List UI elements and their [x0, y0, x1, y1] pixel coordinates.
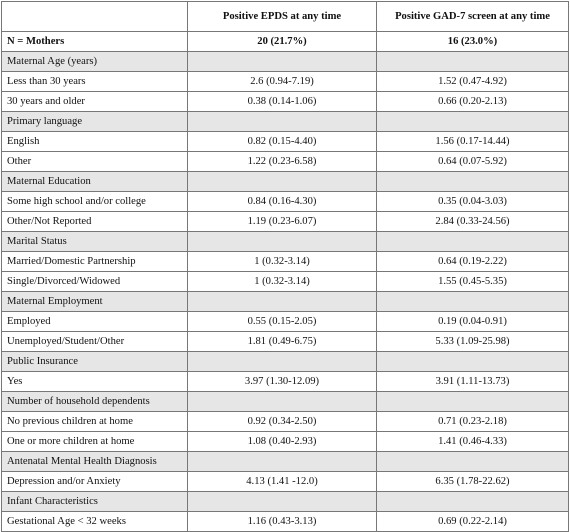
section-header-row — [2, 112, 569, 132]
section-blank-cell — [188, 492, 377, 512]
row-epds-value: 4.13 (1.41 -12.0) — [188, 472, 377, 492]
row-gad7-value: 6.35 (1.78-22.62) — [377, 472, 569, 492]
row-epds-value: 1 (0.32-3.14) — [188, 252, 377, 272]
section-header-row — [2, 292, 569, 312]
section-blank-cell — [377, 292, 569, 312]
row-epds-value: 0.84 (0.16-4.30) — [188, 192, 377, 212]
section-title: Maternal Education — [2, 172, 188, 192]
table-row — [2, 332, 569, 352]
row-gad7-value: 1.52 (0.47-4.92) — [377, 72, 569, 92]
row-label: Depression and/or Anxiety — [2, 472, 188, 492]
row-label: Less than 30 years — [2, 72, 188, 92]
row-gad7-value: 3.91 (1.11-13.73) — [377, 372, 569, 392]
section-title: Public Insurance — [2, 352, 188, 372]
section-blank-cell — [188, 352, 377, 372]
row-gad7-value: 0.66 (0.20-2.13) — [377, 92, 569, 112]
row-gad7-value: 1.56 (0.17-14.44) — [377, 132, 569, 152]
section-blank-cell — [188, 112, 377, 132]
section-title: Antenatal Mental Health Diagnosis — [2, 452, 188, 472]
row-label: Yes — [2, 372, 188, 392]
section-blank-cell — [377, 52, 569, 72]
header-gad7: Positive GAD-7 screen at any time — [377, 2, 569, 32]
table-row — [2, 132, 569, 152]
table-row — [2, 312, 569, 332]
table-row — [2, 212, 569, 232]
row-gad7-value: 5.33 (1.09-25.98) — [377, 332, 569, 352]
row-epds-value: 0.38 (0.14-1.06) — [188, 92, 377, 112]
section-header-row — [2, 452, 569, 472]
table-row — [2, 372, 569, 392]
row-label: Single/Divorced/Widowed — [2, 272, 188, 292]
row-label: 30 years and older — [2, 92, 188, 112]
row-label: Some high school and/or college — [2, 192, 188, 212]
table-row — [2, 412, 569, 432]
row-epds-value: 0.55 (0.15-2.05) — [188, 312, 377, 332]
section-blank-cell — [377, 492, 569, 512]
section-blank-cell — [377, 172, 569, 192]
row-label: Gestational Age < 32 weeks — [2, 512, 188, 532]
section-blank-cell — [377, 112, 569, 132]
section-blank-cell — [188, 172, 377, 192]
row-label: One or more children at home — [2, 432, 188, 452]
table-row — [2, 152, 569, 172]
section-title: Maternal Age (years) — [2, 52, 188, 72]
row-epds-value: 1 (0.32-3.14) — [188, 272, 377, 292]
section-title: Infant Characteristics — [2, 492, 188, 512]
section-blank-cell — [188, 292, 377, 312]
section-header-row — [2, 492, 569, 512]
header-epds: Positive EPDS at any time — [188, 2, 377, 32]
row-gad7-value: 1.55 (0.45-5.35) — [377, 272, 569, 292]
table-row — [2, 472, 569, 492]
row-epds-value: 1.22 (0.23-6.58) — [188, 152, 377, 172]
section-header-row — [2, 172, 569, 192]
section-header-row — [2, 392, 569, 412]
row-label: No previous children at home — [2, 412, 188, 432]
row-label: English — [2, 132, 188, 152]
section-title: Number of household dependents — [2, 392, 188, 412]
table-row — [2, 192, 569, 212]
n-row-label: N = Mothers — [2, 32, 188, 52]
n-row-epds: 20 (21.7%) — [188, 32, 377, 52]
table-row — [2, 92, 569, 112]
section-blank-cell — [377, 392, 569, 412]
header-row — [2, 2, 569, 32]
table-row — [2, 252, 569, 272]
row-epds-value: 2.6 (0.94-7.19) — [188, 72, 377, 92]
section-title: Primary language — [2, 112, 188, 132]
row-label: Other — [2, 152, 188, 172]
section-blank-cell — [188, 392, 377, 412]
row-label: Employed — [2, 312, 188, 332]
row-label: Married/Domestic Partnership — [2, 252, 188, 272]
section-blank-cell — [377, 452, 569, 472]
row-gad7-value: 0.64 (0.19-2.22) — [377, 252, 569, 272]
row-epds-value: 1.16 (0.43-3.13) — [188, 512, 377, 532]
row-epds-value: 0.92 (0.34-2.50) — [188, 412, 377, 432]
row-gad7-value: 0.64 (0.07-5.92) — [377, 152, 569, 172]
section-blank-cell — [188, 452, 377, 472]
n-row — [2, 32, 569, 52]
row-label: Other/Not Reported — [2, 212, 188, 232]
row-gad7-value: 2.84 (0.33-24.56) — [377, 212, 569, 232]
section-header-row — [2, 352, 569, 372]
section-header-row — [2, 232, 569, 252]
table-row — [2, 432, 569, 452]
row-epds-value: 0.82 (0.15-4.40) — [188, 132, 377, 152]
row-gad7-value: 1.41 (0.46-4.33) — [377, 432, 569, 452]
results-table — [1, 1, 569, 532]
table-row — [2, 272, 569, 292]
section-blank-cell — [188, 52, 377, 72]
row-epds-value: 1.08 (0.40-2.93) — [188, 432, 377, 452]
section-title: Maternal Employment — [2, 292, 188, 312]
row-epds-value: 1.19 (0.23-6.07) — [188, 212, 377, 232]
table-row — [2, 72, 569, 92]
section-blank-cell — [188, 232, 377, 252]
row-gad7-value: 0.71 (0.23-2.18) — [377, 412, 569, 432]
row-epds-value: 1.81 (0.49-6.75) — [188, 332, 377, 352]
header-blank-cell — [2, 2, 188, 32]
section-header-row — [2, 52, 569, 72]
section-title: Marital Status — [2, 232, 188, 252]
row-gad7-value: 0.69 (0.22-2.14) — [377, 512, 569, 532]
row-gad7-value: 0.35 (0.04-3.03) — [377, 192, 569, 212]
n-row-gad7: 16 (23.0%) — [377, 32, 569, 52]
row-label: Unemployed/Student/Other — [2, 332, 188, 352]
section-blank-cell — [377, 232, 569, 252]
table-body — [2, 32, 569, 532]
row-epds-value: 3.97 (1.30-12.09) — [188, 372, 377, 392]
row-gad7-value: 0.19 (0.04-0.91) — [377, 312, 569, 332]
section-blank-cell — [377, 352, 569, 372]
